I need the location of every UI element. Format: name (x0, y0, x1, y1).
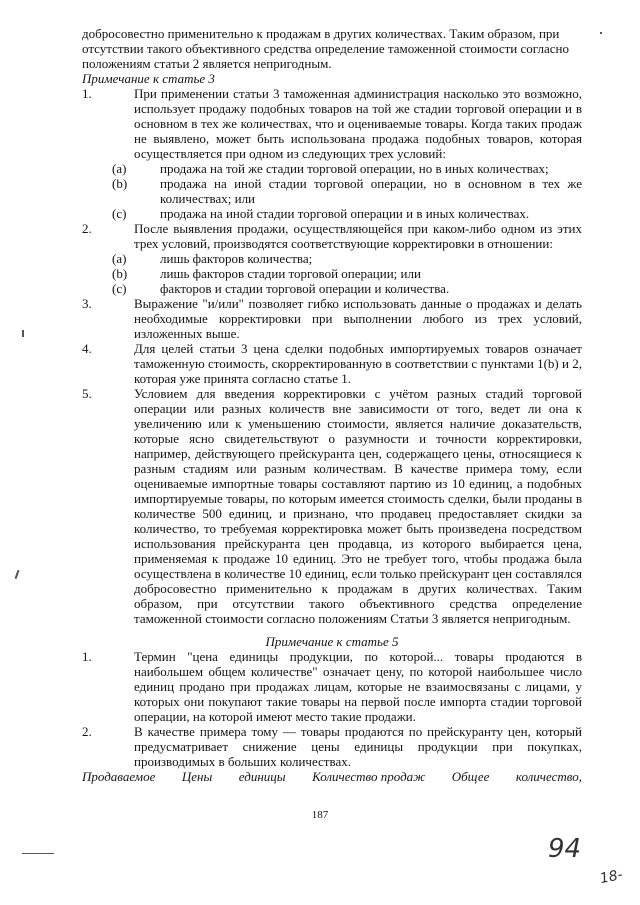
paragraph-number: 2. (82, 221, 92, 236)
paragraph-number: 5. (82, 386, 92, 401)
handwritten-corner-mark: 18- (598, 866, 625, 888)
continuation-line-2: отсутствии такого объективного средства определение таможенной стоимости согласно (82, 41, 569, 56)
scan-speck (15, 570, 20, 579)
paragraph-number: 4. (82, 341, 92, 356)
scan-line (22, 853, 54, 854)
paragraph-text: Для целей статьи 3 цена сделки подобных импортируемых товаров означает таможенную стоимость, скорректированную в соответствии с пунктами 1(b) и 2, которая уже принята согласно статье 1. (134, 341, 582, 386)
list-item (82, 161, 582, 176)
document-body (82, 26, 582, 784)
paragraph-number: 1. (82, 86, 92, 101)
continuation-line-1: добросовестно применительно к продажам в других количествах. Таким образом, при (82, 26, 560, 41)
paragraph-text: Выражение "и/или" позволяет гибко использовать данные о продажах и делать необходимые корректировки при выполнении любого из трех условий, изложенных выше. (134, 296, 582, 341)
list-text: продажа на той же стадии торговой операции, но в иных количествах; (160, 161, 549, 176)
list-text: лишь факторов количества; (160, 251, 313, 266)
list-label: (c) (112, 281, 127, 296)
list-label: (c) (112, 206, 127, 221)
list-label: (a) (112, 251, 127, 266)
list-text: лишь факторов стадии торговой операции; или (160, 266, 421, 281)
scan-speck (600, 32, 602, 34)
list-text: продажа на иной стадии торговой операции, но в основном в тех же количествах; или (160, 176, 582, 206)
list-label: (b) (112, 266, 128, 281)
note3-paragraph-3 (82, 296, 582, 341)
paragraph-number: 1. (82, 649, 92, 664)
list-item (82, 251, 582, 266)
paragraph-text: В качестве примера тому — товары продаются по прейскуранту цен, который предусматривает снижение цены единицы продукции при покупках, производимых в больших количествах. (134, 724, 582, 769)
table-header-cell: Общее (451, 769, 490, 784)
note5-paragraph-1 (82, 649, 582, 724)
list-label: (a) (112, 161, 127, 176)
table-header-cell: Цены (181, 769, 213, 784)
page-number: 187 (311, 809, 329, 821)
list-item (82, 266, 582, 281)
paragraph-text: После выявления продажи, осуществляющейся при каком-либо одном из этих трех условий, производятся соответствующие корректировки в отношении: (134, 221, 582, 251)
list-label: (b) (112, 176, 128, 191)
paragraph-text: При применении статьи 3 таможенная администрация насколько это возможно, использует продажу подобных товаров на той же стадии торговой операции и в основном в тех же количествах, что и оцениваемые товары. Когда таких продаж не выявлено, может быть использована продажа подобных товаров, которая осуществляется при одном из следующих трех условий: (134, 86, 582, 161)
table-header-cell: единицы (238, 769, 286, 784)
note3-paragraph-1 (82, 86, 582, 161)
note3-paragraph-2 (82, 221, 582, 251)
note5-paragraph-2 (82, 724, 582, 769)
paragraph-number: 3. (82, 296, 92, 311)
note3-heading: Примечание к статье 3 (82, 71, 215, 86)
list-item (82, 206, 582, 221)
paragraph-text: Термин "цена единицы продукции, по которой... товары продаются в наибольшем общем количестве" означает цену, по которой наибольшее число единиц продано при продажах лицам, которые не взаимосвязаны с лицами, у которых они покупают такие товары на первой после импорта стадии торговой операции, на которой имеют место такие продажи. (134, 649, 582, 724)
table-header (82, 769, 582, 784)
list-text: продажа на иной стадии торговой операции и в иных количествах. (160, 206, 530, 221)
list-text: факторов и стадии торговой операции и количества. (160, 281, 450, 296)
note5-heading: Примечание к статье 5 (265, 634, 399, 649)
paragraph-text: Условием для введения корректировки с учётом разных стадий торговой операции или разных количеств вне зависимости от того, ведет ли она к увеличению или к уменьшению стоимости, является наличие доказательств, которые ясно свидетельствуют о разумности и точности корректировки, например, действующего прейскуранта цен, содержащего цены, относящиеся к разным стадиям или разным количествам. В качестве примера тому, если оцениваемые импортные товары составляют партию из 10 единиц, а подобных импортируемые товары, по которым имеется стоимость сделки, были проданы в количестве 500 единиц, и признано, что продавец предоставляет скидки за количество, то требуемая корректировка может быть произведена посредством использования прейскуранта цен продавца, из которого выбирается цена, применяемая к продаже 10 единиц. Это не требует того, чтобы продажа была осуществлена в количестве 10 единиц, если только прейскурант цен составлялся добросовестно применительно к продажам в других количествах. Таким образом, при отсутствии такого объективного средства определение таможенной стоимости согласно положениям Статьи 3 является непригодным. (134, 386, 582, 626)
table-header-cell: количество, (515, 769, 582, 784)
note3-paragraph-4 (82, 341, 582, 386)
list-item (82, 176, 582, 206)
scan-speck (22, 330, 24, 337)
handwritten-page-number: 94 (548, 834, 582, 864)
continuation-line-3: положениям статьи 2 является непригодным. (82, 56, 332, 71)
table-header-cell: Продаваемое (82, 769, 156, 784)
table-header-cell: Количество продаж (312, 769, 426, 784)
note3-paragraph-5 (82, 386, 582, 626)
list-item (82, 281, 582, 296)
paragraph-number: 2. (82, 724, 92, 739)
